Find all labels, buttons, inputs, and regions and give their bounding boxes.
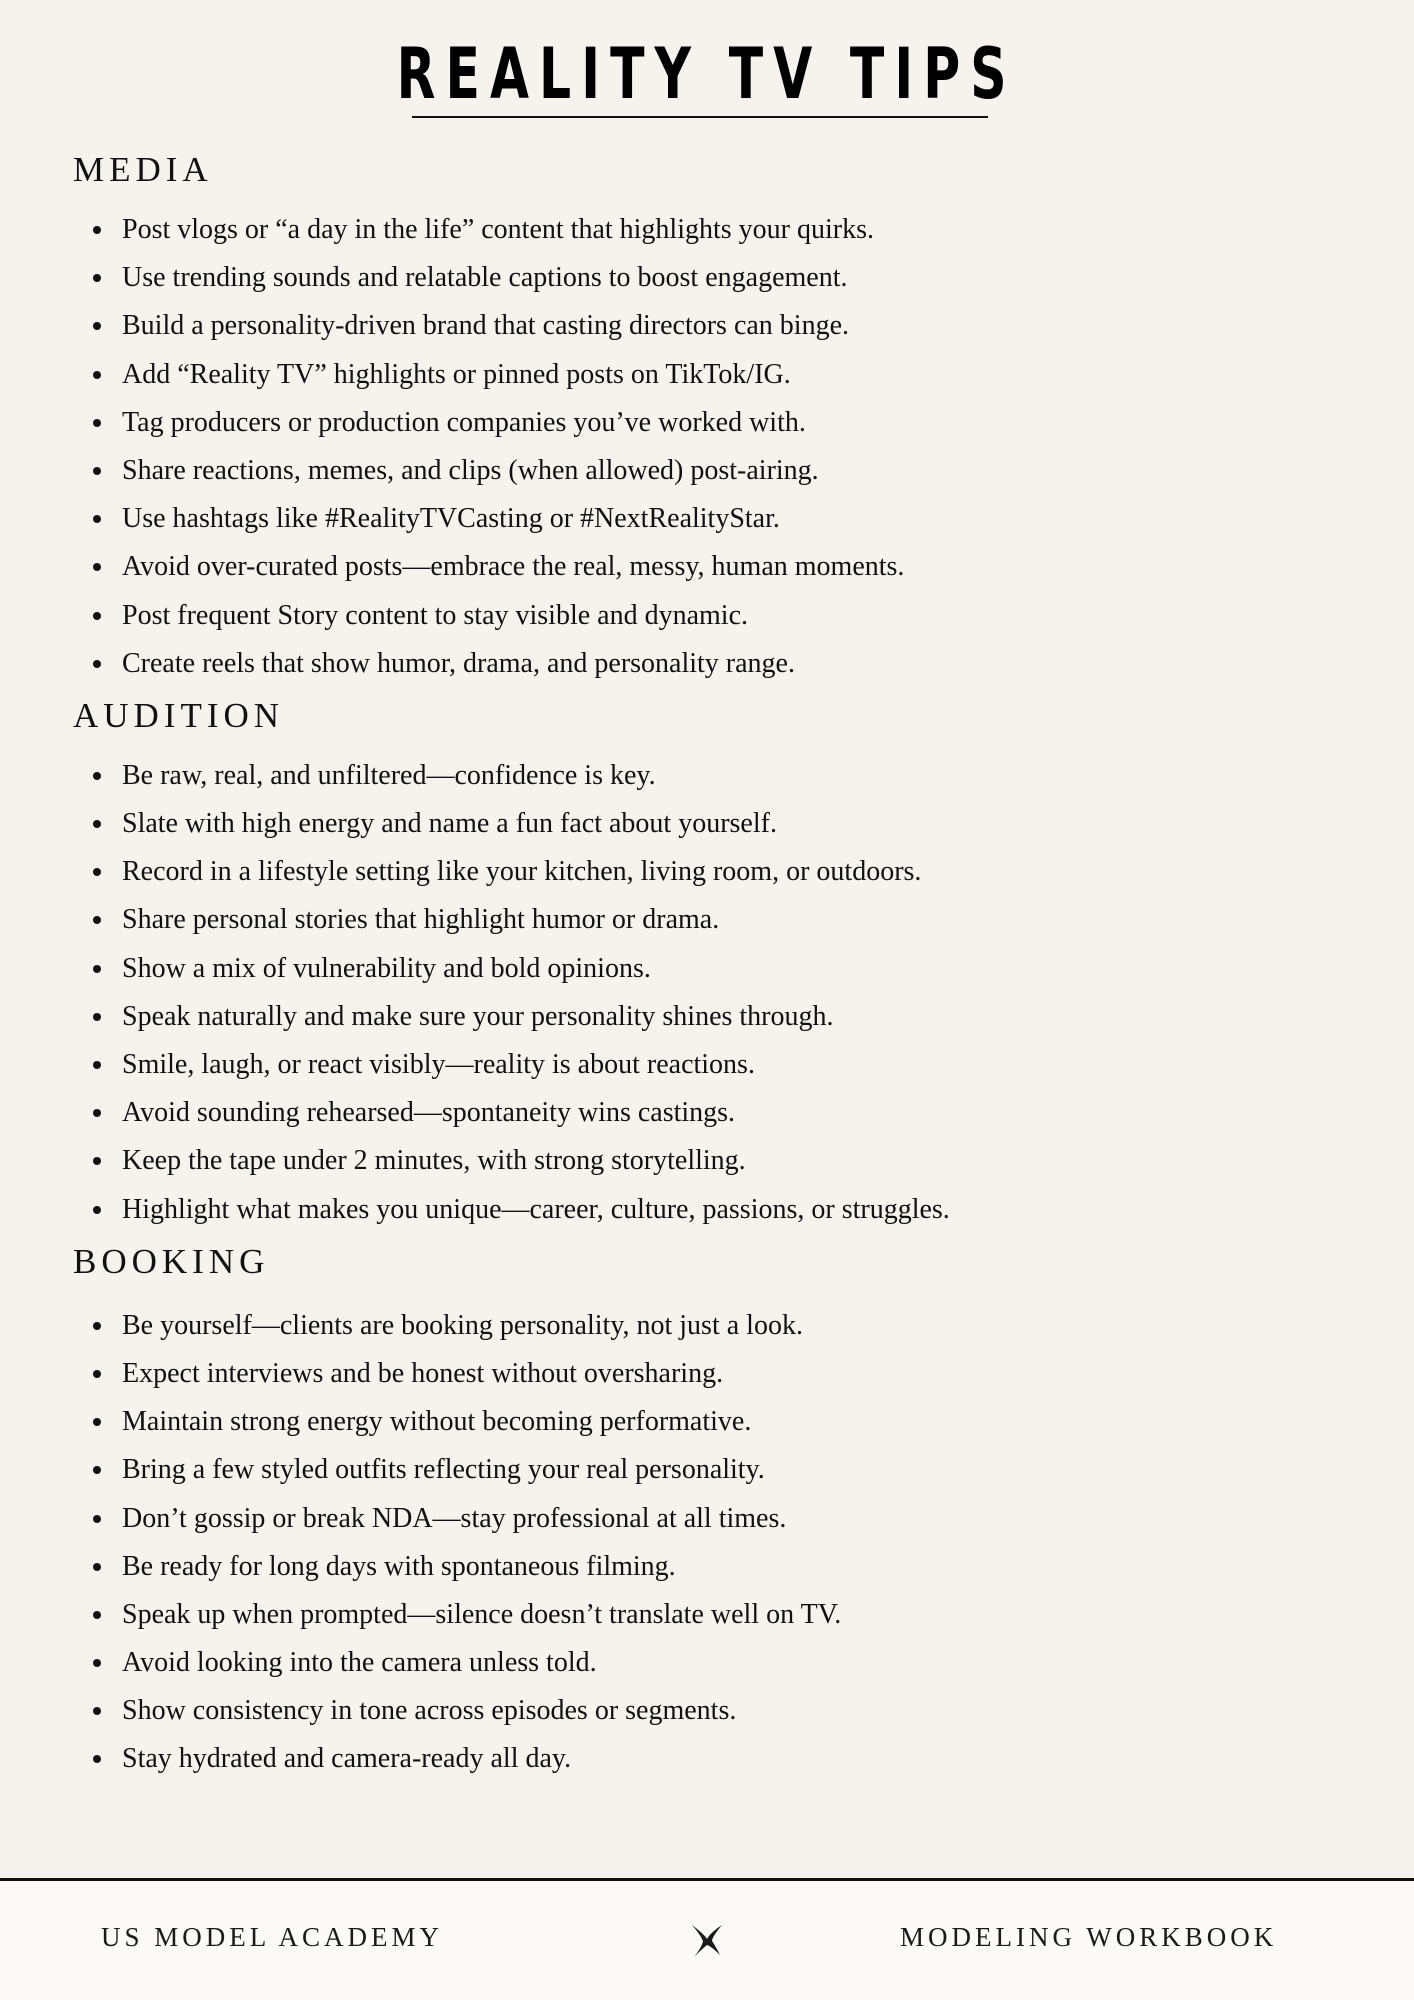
tip-text: Keep the tape under 2 minutes, with strong storytelling. (122, 1145, 746, 1177)
bullet-icon (93, 322, 101, 330)
title-underline (412, 116, 988, 118)
tip-item (73, 254, 1353, 302)
title-area (0, 33, 1414, 115)
tip-item (73, 752, 1353, 800)
bullet-icon (93, 1611, 101, 1619)
tip-item (73, 1639, 1353, 1687)
bullet-icon (93, 1013, 101, 1021)
bullet-icon (93, 965, 101, 973)
tip-text: Show a mix of vulnerability and bold opinions. (122, 952, 651, 984)
tip-text: Use hashtags like #RealityTVCasting or #NextRealityStar. (122, 503, 780, 535)
section-audition (73, 692, 1353, 1234)
bullet-icon (93, 772, 101, 780)
tip-item (73, 1687, 1353, 1735)
tip-item (73, 1350, 1353, 1398)
bullet-icon (93, 1157, 101, 1165)
tip-item (73, 1398, 1353, 1446)
tip-text: Smile, laugh, or react visibly—reality is about reactions. (122, 1049, 755, 1080)
bullet-icon (93, 1061, 101, 1069)
tip-text: Bring a few styled outfits reflecting your real personality. (122, 1454, 765, 1486)
bullet-icon (93, 1109, 101, 1117)
bullet-icon (93, 916, 101, 924)
section-heading: MEDIA (73, 150, 213, 189)
tip-item (73, 592, 1353, 640)
tip-text: Avoid sounding rehearsed—spontaneity wins castings. (122, 1097, 736, 1129)
tips-list (73, 206, 1353, 688)
section-media (73, 146, 1353, 688)
tip-text: Share personal stories that highlight humor or drama. (122, 904, 720, 936)
tip-item (73, 302, 1353, 350)
footer-brand: US MODEL ACADEMY (101, 1922, 444, 1952)
tip-item (73, 1089, 1353, 1137)
footer-workbook-label: MODELING WORKBOOK (900, 1922, 1278, 1952)
tip-text: Add “Reality TV” highlights or pinned posts on TikTok/IG. (122, 358, 791, 390)
tip-text: Post frequent Story content to stay visible and dynamic. (122, 599, 749, 631)
bullet-icon (93, 371, 101, 379)
tip-item (73, 848, 1353, 896)
tip-text: Be yourself—clients are booking personality, not just a look. (122, 1309, 803, 1341)
tip-text: Don’t gossip or break NDA—stay professional at all times. (122, 1502, 787, 1534)
tip-text: Create reels that show humor, drama, and personality range. (122, 647, 795, 679)
tip-item (73, 1041, 1353, 1089)
tip-text: Speak naturally and make sure your personality shines through. (122, 1000, 834, 1032)
bullet-icon (93, 1755, 101, 1763)
bullet-icon (93, 1322, 101, 1330)
tips-list (73, 1302, 1353, 1784)
page-title: REALITY TV TIPS (396, 33, 1018, 115)
bullet-icon (93, 1659, 101, 1667)
tip-item (73, 1735, 1353, 1783)
tip-text: Be raw, real, and unfiltered—confidence is key. (122, 759, 656, 791)
bullet-icon (93, 1707, 101, 1715)
tip-text: Speak up when prompted—silence doesn’t translate well on TV. (122, 1598, 842, 1630)
bullet-icon (93, 1206, 101, 1214)
tip-text: Share reactions, memes, and clips (when allowed) post-airing. (122, 454, 819, 486)
tip-item (73, 495, 1353, 543)
tip-item (73, 1137, 1353, 1185)
bullet-icon (93, 612, 101, 620)
section-booking (73, 1238, 1353, 1784)
bullet-icon (93, 467, 101, 475)
bullet-icon (93, 1418, 101, 1426)
tip-text: Maintain strong energy without becoming performative. (122, 1406, 752, 1438)
bullet-icon (93, 868, 101, 876)
tip-item (73, 1543, 1353, 1591)
bullet-icon (93, 419, 101, 427)
tip-text: Slate with high energy and name a fun fact about yourself. (122, 808, 777, 840)
tip-item (73, 1302, 1353, 1350)
tip-item (73, 640, 1353, 688)
tip-text: Record in a lifestyle setting like your kitchen, living room, or outdoors. (122, 856, 922, 888)
section-heading: BOOKING (73, 1241, 270, 1281)
footer (0, 1881, 1414, 2000)
tip-item (73, 543, 1353, 591)
bullet-icon (93, 660, 101, 668)
tip-text: Avoid over-curated posts—embrace the real, messy, human moments. (122, 551, 905, 583)
tips-content (73, 146, 1353, 1788)
section-heading: AUDITION (73, 695, 285, 735)
tip-item (73, 800, 1353, 848)
sparkle-icon (690, 1919, 724, 1959)
tip-item (73, 896, 1353, 944)
tip-item (73, 206, 1353, 254)
bullet-icon (93, 1515, 101, 1523)
tip-item (73, 351, 1353, 399)
tip-text: Avoid looking into the camera unless told. (122, 1647, 597, 1679)
tips-list (73, 752, 1353, 1234)
tip-text: Highlight what makes you unique—career, culture, passions, or struggles. (122, 1193, 950, 1225)
bullet-icon (93, 1563, 101, 1571)
tip-text: Use trending sounds and relatable captions to boost engagement. (122, 262, 848, 294)
bullet-icon (93, 1466, 101, 1474)
bullet-icon (93, 226, 101, 234)
tip-text: Tag producers or production companies you’ve worked with. (122, 406, 806, 438)
bullet-icon (93, 1370, 101, 1378)
tip-item (73, 399, 1353, 447)
tip-item (73, 1591, 1353, 1639)
bullet-icon (93, 274, 101, 282)
tip-item (73, 993, 1353, 1041)
tip-item (73, 447, 1353, 495)
tip-item (73, 945, 1353, 993)
bullet-icon (93, 563, 101, 571)
bullet-icon (93, 515, 101, 523)
tip-text: Be ready for long days with spontaneous filming. (122, 1550, 676, 1582)
tip-text: Build a personality-driven brand that casting directors can binge. (122, 310, 850, 342)
tip-item (73, 1186, 1353, 1234)
tip-text: Show consistency in tone across episodes or segments. (122, 1695, 737, 1727)
tip-text: Post vlogs or “a day in the life” content that highlights your quirks. (122, 214, 874, 245)
tip-text: Expect interviews and be honest without oversharing. (122, 1357, 724, 1389)
tip-item (73, 1446, 1353, 1494)
tip-item (73, 1495, 1353, 1543)
bullet-icon (93, 820, 101, 828)
tip-text: Stay hydrated and camera-ready all day. (122, 1743, 572, 1775)
